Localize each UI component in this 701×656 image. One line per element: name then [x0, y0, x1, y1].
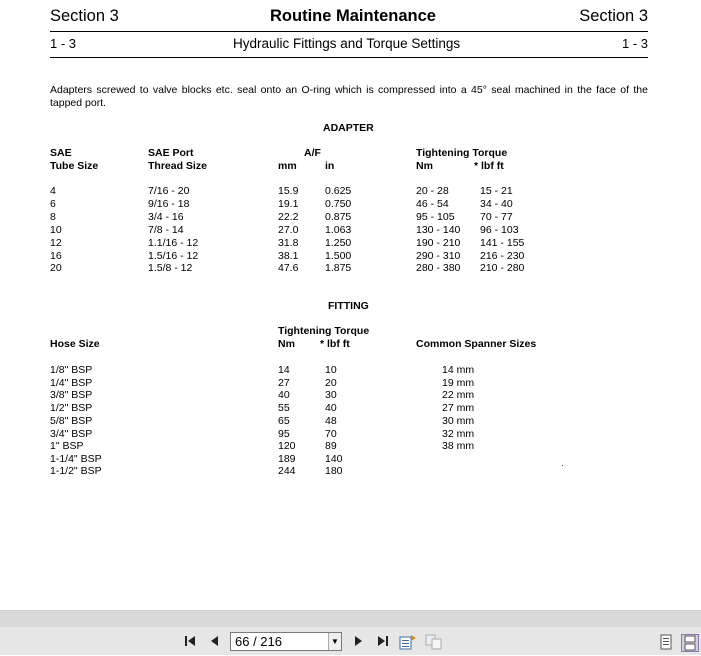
table-row [0, 211, 701, 224]
toc-icon[interactable] [399, 634, 417, 652]
cell-lbf: 15 - 21 [480, 185, 513, 197]
fitting-col-header-tightening-torque: Tightening Torque [278, 325, 370, 337]
cell-hose: 3/4" BSP [50, 428, 93, 440]
fitting-col-header-hose-size: Hose Size [50, 338, 100, 350]
cell-thread: 1.5/16 - 12 [148, 250, 199, 262]
cell-thread: 3/4 - 16 [148, 211, 184, 223]
cell-nm: 55 [278, 402, 290, 414]
col-header-lbf-ft: * lbf ft [474, 160, 504, 172]
cell-spanner: 32 mm [442, 428, 475, 440]
next-page-icon[interactable] [349, 634, 367, 652]
prev-page-icon[interactable] [206, 634, 224, 652]
table-row [0, 389, 701, 402]
stray-dot [562, 465, 563, 466]
cell-in: 1.063 [325, 224, 352, 236]
cell-lbf: 40 [325, 402, 337, 414]
cell-lbf: 70 - 77 [480, 211, 513, 223]
col-header-sae: SAE [50, 147, 72, 159]
first-page-icon[interactable] [182, 634, 200, 652]
cell-lbf: 210 - 280 [480, 262, 525, 274]
col-header-nm: Nm [416, 160, 433, 172]
table-row [0, 465, 701, 478]
cell-hose: 1/4" BSP [50, 377, 93, 389]
cell-lbf: 140 [325, 453, 343, 465]
cell-thread: 1.5/8 - 12 [148, 262, 193, 274]
subheader-divider [50, 57, 648, 58]
cell-tube: 4 [50, 185, 56, 197]
cell-mm: 19.1 [278, 198, 299, 210]
cell-lbf: 48 [325, 415, 337, 427]
cell-mm: 27.0 [278, 224, 299, 236]
thumbnails-icon[interactable] [425, 634, 443, 652]
cell-tube: 16 [50, 250, 62, 262]
fitting-col-header-nm: Nm [278, 338, 295, 350]
page-subtitle: Hydraulic Fittings and Torque Settings [233, 36, 461, 51]
cell-tube: 10 [50, 224, 62, 236]
cell-nm: 95 [278, 428, 290, 440]
cell-lbf: 10 [325, 364, 337, 376]
cell-spanner: 38 mm [442, 440, 475, 452]
double-page-icon[interactable] [681, 634, 699, 652]
cell-lbf: 141 - 155 [480, 237, 525, 249]
cell-lbf: 20 [325, 377, 337, 389]
adapter-title: ADAPTER [323, 122, 374, 134]
col-header-af: A/F [304, 147, 321, 159]
table-row [0, 402, 701, 415]
cell-in: 1.250 [325, 237, 352, 249]
cell-tube: 6 [50, 198, 56, 210]
cell-in: 0.750 [325, 198, 352, 210]
chevron-down-icon[interactable]: ▼ [328, 633, 341, 650]
col-header-tightening-torque: Tightening Torque [416, 147, 508, 159]
cell-mm: 38.1 [278, 250, 299, 262]
header-divider [50, 31, 648, 32]
cell-spanner: 19 mm [442, 377, 475, 389]
table-row [0, 440, 701, 453]
cell-lbf: 70 [325, 428, 337, 440]
last-page-icon[interactable] [373, 634, 391, 652]
cell-nm: 244 [278, 465, 296, 477]
cell-lbf: 30 [325, 389, 337, 401]
table-row [0, 237, 701, 250]
cell-mm: 15.9 [278, 185, 299, 197]
cell-in: 0.875 [325, 211, 352, 223]
cell-nm: 65 [278, 415, 290, 427]
cell-lbf: 96 - 103 [480, 224, 519, 236]
cell-in: 1.500 [325, 250, 352, 262]
cell-lbf: 180 [325, 465, 343, 477]
cell-thread: 9/16 - 18 [148, 198, 190, 210]
cell-thread: 7/16 - 20 [148, 185, 190, 197]
cell-hose: 1-1/2" BSP [50, 465, 102, 477]
cell-hose: 3/8" BSP [50, 389, 93, 401]
cell-nm: 290 - 310 [416, 250, 461, 262]
page-number-input[interactable] [230, 632, 342, 651]
cell-spanner: 14 mm [442, 364, 475, 376]
table-row [0, 262, 701, 275]
cell-spanner: 30 mm [442, 415, 475, 427]
page-number-left: 1 - 3 [50, 36, 77, 51]
cell-in: 1.875 [325, 262, 352, 274]
fitting-col-header-spanner-sizes: Common Spanner Sizes [416, 338, 537, 350]
cell-tube: 8 [50, 211, 56, 223]
horizontal-scrollbar[interactable] [0, 611, 701, 627]
cell-tube: 12 [50, 237, 62, 249]
col-header-sae-port: SAE Port [148, 147, 194, 159]
cell-mm: 22.2 [278, 211, 299, 223]
table-row [0, 224, 701, 237]
section-label-right: Section 3 [579, 7, 648, 25]
viewer-toolbar [0, 610, 701, 655]
cell-spanner: 27 mm [442, 402, 475, 414]
page-number-right: 1 - 3 [621, 36, 648, 51]
cell-nm: 27 [278, 377, 290, 389]
cell-nm: 40 [278, 389, 290, 401]
cell-lbf: 34 - 40 [480, 198, 513, 210]
fitting-title: FITTING [328, 300, 369, 312]
page-title: Routine Maintenance [270, 7, 436, 25]
cell-mm: 31.8 [278, 237, 299, 249]
cell-hose: 1/2" BSP [50, 402, 93, 414]
cell-nm: 20 - 28 [416, 185, 449, 197]
table-row [0, 415, 701, 428]
fitting-col-header-lbf-ft: * lbf ft [320, 338, 350, 350]
cell-spanner: 22 mm [442, 389, 475, 401]
cell-in: 0.625 [325, 185, 352, 197]
cell-hose: 5/8" BSP [50, 415, 93, 427]
table-row [0, 364, 701, 377]
table-row [0, 198, 701, 211]
col-header-in: in [325, 160, 335, 172]
cell-nm: 14 [278, 364, 290, 376]
cell-nm: 120 [278, 440, 296, 452]
cell-lbf: 89 [325, 440, 337, 452]
cell-thread: 1.1/16 - 12 [148, 237, 199, 249]
section-label-left: Section 3 [50, 7, 119, 25]
col-header-mm: mm [278, 160, 297, 172]
page-indicator: 66 / 216 [235, 634, 282, 649]
cell-hose: 1/8" BSP [50, 364, 93, 376]
table-row [0, 185, 701, 198]
cell-nm: 280 - 380 [416, 262, 461, 274]
col-header-thread-size: Thread Size [148, 160, 207, 172]
cell-nm: 46 - 54 [416, 198, 449, 210]
intro-paragraph: Adapters screwed to valve blocks etc. seal onto an O-ring which is compressed into a 45° seal machined in the face of the tapped port. [50, 84, 648, 109]
col-header-tube-size: Tube Size [50, 160, 99, 172]
cell-mm: 47.6 [278, 262, 299, 274]
cell-nm: 130 - 140 [416, 224, 461, 236]
cell-tube: 20 [50, 262, 62, 274]
cell-lbf: 216 - 230 [480, 250, 525, 262]
cell-nm: 95 - 105 [416, 211, 455, 223]
cell-thread: 7/8 - 14 [148, 224, 184, 236]
cell-nm: 189 [278, 453, 296, 465]
cell-hose: 1" BSP [50, 440, 84, 452]
cell-nm: 190 - 210 [416, 237, 461, 249]
cell-hose: 1-1/4" BSP [50, 453, 102, 465]
single-page-icon[interactable] [657, 634, 675, 652]
